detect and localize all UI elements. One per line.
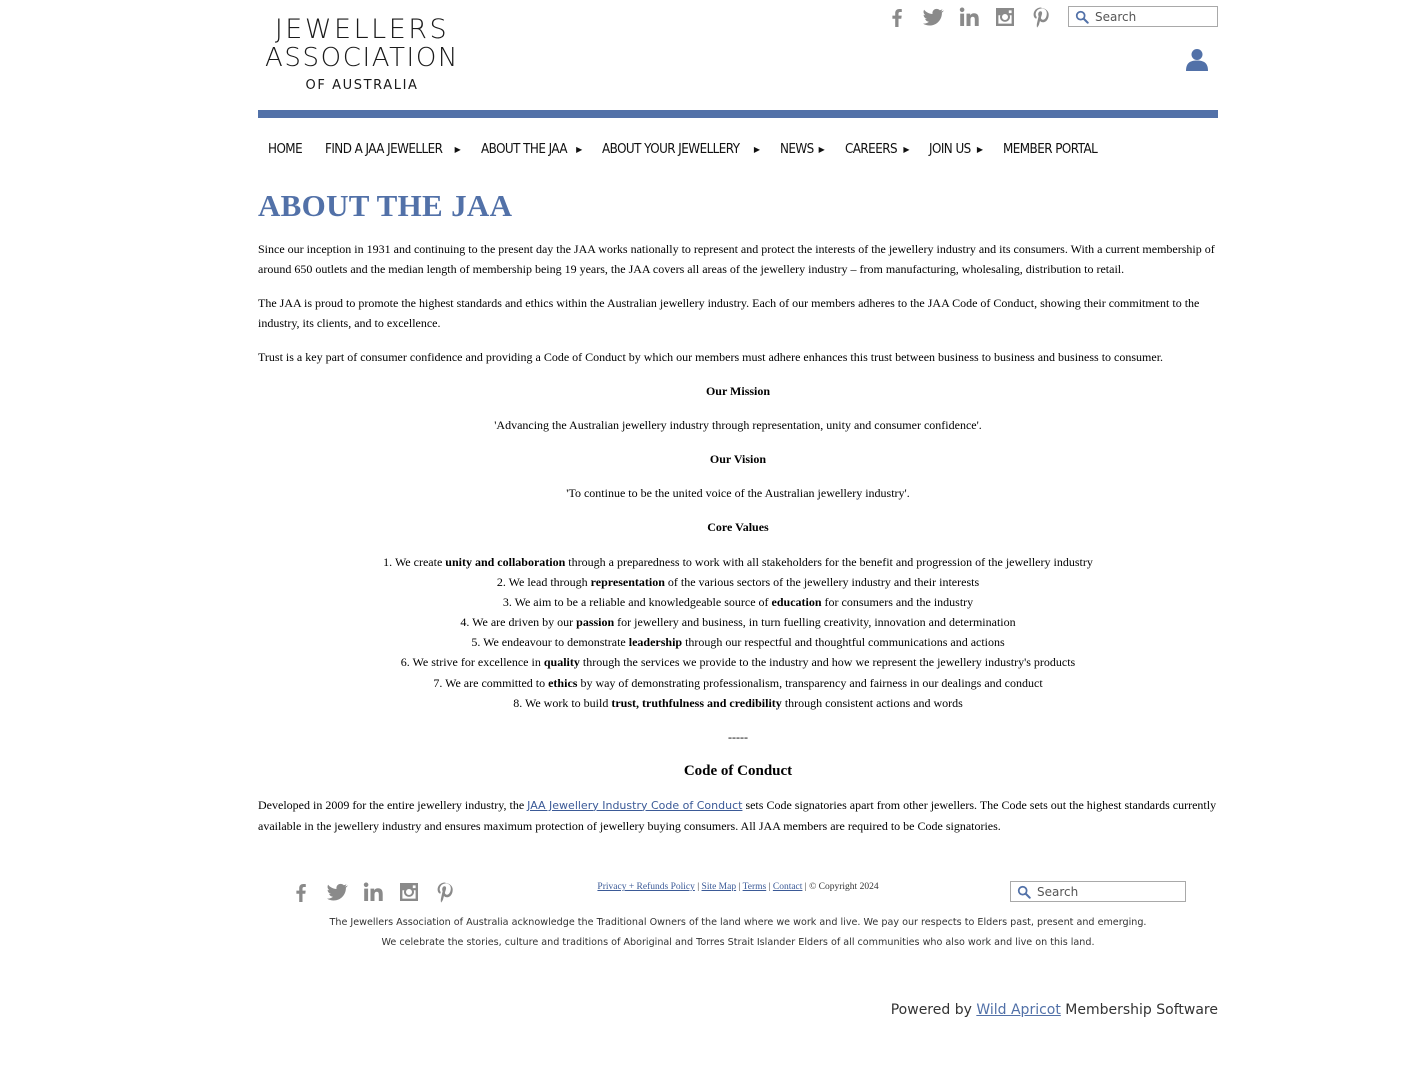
vision-heading — [258, 449, 1218, 469]
social-links-header — [885, 5, 1053, 29]
submenu-arrow-icon: ▶ — [903, 144, 910, 154]
search-icon[interactable] — [1017, 885, 1031, 899]
facebook-icon[interactable] — [885, 5, 909, 29]
logo-line-2: ASSOCIATION — [265, 43, 459, 73]
main-content — [258, 188, 1218, 850]
core-value-item: 4. We are driven by our passion for jewellery and business, in turn fuelling creativity, innovation and determination — [460, 615, 1016, 630]
submenu-arrow-icon: ▶ — [818, 144, 825, 154]
search-input[interactable] — [1095, 8, 1213, 25]
nav-item-find-jeweller[interactable] — [315, 138, 471, 160]
core-value-item: 8. We work to build trust, truthfulness and credibility through consistent actions and words — [513, 695, 963, 710]
intro-paragraph: Since our inception in 1931 and continuing to the present day the JAA works nationally to represent and protect the interests of the jewellery industry and its consumers. With a current membership of around 650 outlets and the median length of membership being 19 years, the JAA covers all areas of the jewellery industry – from manufacturing, wholesaling, distribution to retail. — [258, 242, 1215, 276]
mission-heading — [258, 381, 1218, 401]
code-of-conduct-heading: Code of Conduct — [683, 762, 793, 779]
submenu-arrow-icon: ▶ — [576, 144, 583, 154]
submenu-arrow-icon: ▶ — [753, 144, 760, 154]
nav-item-news[interactable] — [770, 138, 835, 160]
instagram-icon[interactable] — [993, 5, 1017, 29]
user-icon[interactable] — [1186, 48, 1208, 72]
vision-heading-text: Our Vision — [709, 452, 767, 466]
core-value-item: 5. We endeavour to demonstrate leadership through our respectful and thoughtful communications and actions — [471, 635, 1005, 650]
site-map-link[interactable]: Site Map — [701, 882, 737, 892]
standards-paragraph: The JAA is proud to promote the highest standards and ethics within the Australian jewellery industry. Each of our members adheres to the JAA Code of Conduct, showing their commitment to the industry, its clients, and to excellence. — [258, 296, 1200, 330]
linkedin-icon[interactable] — [361, 880, 385, 904]
core-value-item: 6. We strive for excellence in quality through the services we provide to the industry and how we represent the jewellery industry's products — [400, 655, 1076, 670]
search-input[interactable] — [1037, 883, 1179, 900]
mission-text: 'Advancing the Australian jewellery industry through representation, unity and consumer confidence'. — [494, 418, 982, 432]
acknowledgement-line-2: We celebrate the stories, culture and traditions of Aboriginal and Torres Strait Islander Elders of all communities who also work and live on this land. — [381, 937, 1095, 948]
instagram-icon[interactable] — [397, 880, 421, 904]
nav-item-label: JOIN US — [929, 141, 972, 157]
nav-item-label: HOME — [268, 141, 303, 157]
pinterest-icon[interactable] — [1029, 5, 1053, 29]
pinterest-icon[interactable] — [433, 880, 457, 904]
acknowledgement-line-1: The Jewellers Association of Australia acknowledge the Traditional Owners of the land where we work and live. We pay our respects to Elders past, present and emerging. — [329, 917, 1147, 928]
nav-item-join-us[interactable] — [919, 138, 992, 160]
core-value-item: 1. We create unity and collaboration through a preparedness to work with all stakeholders for the benefit and progression of the jewellery industry — [383, 555, 1093, 569]
twitter-icon[interactable] — [325, 880, 349, 904]
copyright-text: © Copyright 2024 — [809, 882, 879, 892]
core-value-item: 7. We are committed to ethics by way of demonstrating professionalism, transparency and fairness in our dealings and conduct — [433, 675, 1043, 690]
social-links-footer — [289, 880, 457, 904]
search-box-footer[interactable] — [1010, 881, 1186, 902]
wild-apricot-link[interactable]: Wild Apricot — [976, 1002, 1061, 1018]
core-value-item: 3. We aim to be a reliable and knowledgeable source of education for consumers and the industry — [502, 595, 974, 610]
search-icon[interactable] — [1075, 10, 1089, 24]
code-of-conduct-link[interactable]: JAA Jewellery Industry Code of Conduct — [527, 798, 743, 812]
powered-by: Powered by Wild Apricot Membership Software — [890, 1002, 1218, 1018]
site-logo[interactable] — [258, 16, 466, 93]
submenu-arrow-icon: ▶ — [976, 144, 983, 154]
vision-text: 'To continue to be the united voice of the Australian jewellery industry'. — [566, 486, 910, 500]
facebook-icon[interactable] — [289, 880, 313, 904]
main-navigation — [258, 138, 1115, 160]
footer-links: Privacy + Refunds Policy | Site Map | Terms | Contact | © Copyright 2024 — [597, 882, 879, 892]
nav-item-member-portal[interactable] — [993, 138, 1115, 160]
nav-item-label: ABOUT YOUR JEWELLERY — [602, 141, 740, 157]
nav-item-home[interactable] — [258, 138, 315, 160]
privacy-link[interactable]: Privacy + Refunds Policy — [597, 882, 695, 892]
core-value-item: 2. We lead through representation of the various sectors of the jewellery industry and their interests — [496, 575, 980, 590]
nav-item-label: FIND A JAA JEWELLER — [325, 141, 443, 157]
nav-item-about-jaa[interactable] — [471, 138, 593, 160]
twitter-icon[interactable] — [921, 5, 945, 29]
nav-item-label: MEMBER PORTAL — [1002, 141, 1098, 157]
submenu-arrow-icon: ▶ — [454, 144, 461, 154]
nav-item-label: CAREERS — [844, 141, 897, 157]
terms-link[interactable]: Terms — [742, 882, 767, 892]
contact-link[interactable]: Contact — [772, 882, 803, 892]
page-title: ABOUT THE JAA — [258, 188, 513, 223]
mission-heading-text: Our Mission — [705, 384, 771, 398]
linkedin-icon[interactable] — [957, 5, 981, 29]
core-values-heading-text: Core Values — [707, 520, 769, 534]
search-box-header[interactable] — [1068, 6, 1218, 27]
core-values-heading — [258, 517, 1218, 537]
nav-item-label: ABOUT THE JAA — [480, 141, 567, 157]
trust-paragraph: Trust is a key part of consumer confidence and providing a Code of Conduct by which our members must adhere enhances this trust between business to business and business to consumer. — [258, 350, 1164, 364]
logo-line-1: JEWELLERS — [274, 14, 450, 45]
nav-item-careers[interactable] — [835, 138, 920, 160]
code-of-conduct-paragraph: Developed in 2009 for the entire jewellery industry, the JAA Jewellery Industry Code of Conduct sets Code signatories apart from other jewellers. The Code sets out the highest standards currently available in the jewellery industry and ensures maximum protection of jewellery buying consumers. All JAA members are required to be Code signatories. — [258, 797, 1217, 833]
core-values-list — [258, 552, 1218, 713]
header-accent-bar — [258, 110, 1218, 118]
section-divider: ----- — [728, 729, 748, 744]
nav-item-label: NEWS — [780, 141, 814, 157]
nav-item-about-jewellery[interactable] — [592, 138, 770, 160]
logo-line-3: OF AUSTRALIA — [305, 78, 419, 93]
